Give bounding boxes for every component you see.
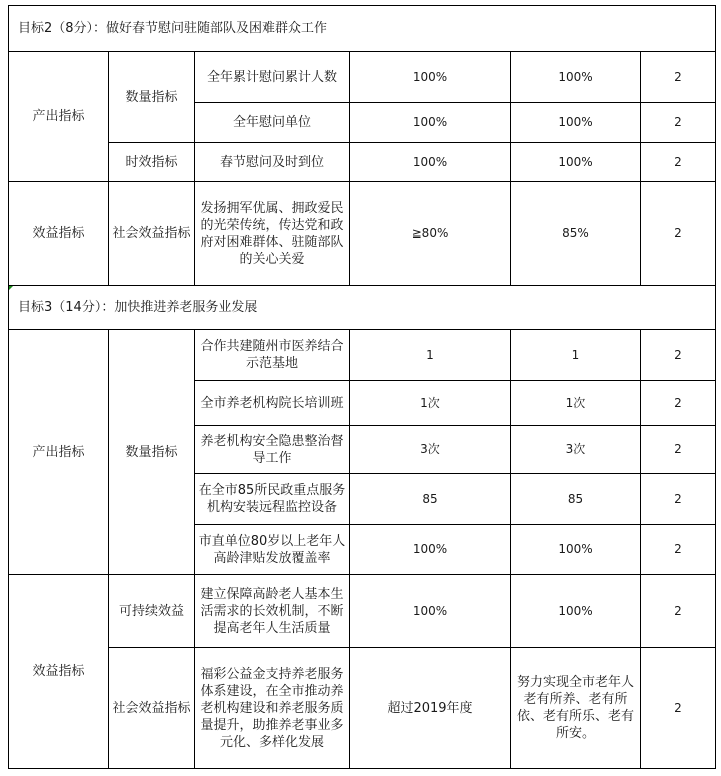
table-cell-item: 福彩公益金支持养老服务体系建设，在全市推动养老机构建设和养老服务质量提升，助推养老事业多元化、多样化发展	[195, 648, 349, 768]
table-cell-target: 85	[350, 474, 510, 524]
table-cell-item: 全年慰问单位	[195, 103, 349, 142]
table-cell-target: 1	[350, 330, 510, 380]
grid-line	[510, 329, 511, 769]
table-cell-item: 市直单位80岁以上老年人高龄津贴发放覆盖率	[195, 525, 349, 574]
table-cell-actual: 1	[511, 330, 640, 380]
grid-line	[194, 524, 716, 525]
table-cell-actual: 努力实现全市老年人老有所养、老有所依、老有所乐、老有所安。	[511, 648, 640, 768]
section-3-heading: 目标3（14分）：加快推进养老服务业发展	[9, 286, 715, 329]
grid-line	[640, 329, 641, 769]
table-cell-score: 2	[641, 525, 715, 574]
table-cell-item: 发扬拥军优属、拥政爱民的光荣传统，传达党和政府对困难群体、驻随部队的关心关爱	[195, 182, 349, 285]
table-cell-item: 在全市85所民政重点服务机构安装远程监控设备	[195, 474, 349, 524]
table-cell-target: 超过2019年度	[350, 648, 510, 768]
table-cell-score: 2	[641, 575, 715, 647]
table-cell-score: 2	[641, 426, 715, 473]
table-cell-item: 全市养老机构院长培训班	[195, 381, 349, 425]
grid-line	[8, 768, 716, 769]
grid-line	[194, 51, 195, 286]
section-2-timeliness-subcategory: 时效指标	[109, 143, 194, 181]
table-cell-actual: 85	[511, 474, 640, 524]
grid-line	[715, 5, 716, 769]
grid-line	[8, 574, 716, 575]
table-cell-target: 100%	[350, 103, 510, 142]
table-cell-item: 养老机构安全隐患整治督导工作	[195, 426, 349, 473]
table-cell-target: 100%	[350, 525, 510, 574]
table-cell-actual: 100%	[511, 525, 640, 574]
table-cell-item: 春节慰问及时到位	[195, 143, 349, 181]
section-2-output-category: 产出指标	[9, 52, 108, 181]
table-cell-score: 2	[641, 143, 715, 181]
table-cell-actual: 85%	[511, 182, 640, 285]
table-cell-score: 2	[641, 381, 715, 425]
section-3-benefit-category: 效益指标	[9, 575, 108, 768]
table-cell-actual: 100%	[511, 575, 640, 647]
grid-line	[194, 425, 716, 426]
grid-line	[8, 51, 716, 52]
table-cell-score: 2	[641, 474, 715, 524]
grid-line	[8, 285, 716, 286]
section-3-output-category: 产出指标	[9, 330, 108, 574]
table-cell-score: 2	[641, 330, 715, 380]
grid-line	[349, 329, 350, 769]
grid-line	[194, 380, 716, 381]
grid-line	[8, 5, 9, 769]
table-cell-score: 2	[641, 103, 715, 142]
grid-line	[640, 51, 641, 286]
grid-line	[108, 647, 716, 648]
table-cell-target: 100%	[350, 52, 510, 102]
section-2-quantity-subcategory: 数量指标	[109, 52, 194, 142]
section-3-quantity-subcategory: 数量指标	[109, 330, 194, 574]
section-3-social-subcategory: 社会效益指标	[109, 648, 194, 768]
cell-comment-marker	[9, 286, 13, 290]
table-cell-target: ≧80%	[350, 182, 510, 285]
grid-line	[194, 102, 716, 103]
section-2-benefit-category: 效益指标	[9, 182, 108, 285]
grid-line	[194, 473, 716, 474]
table-cell-target: 100%	[350, 143, 510, 181]
grid-line	[108, 142, 716, 143]
table-cell-item: 合作共建随州市医养结合示范基地	[195, 330, 349, 380]
table-cell-item: 全年累计慰问累计人数	[195, 52, 349, 102]
table-cell-item: 建立保障高龄老人基本生活需求的长效机制，不断提高老年人生活质量	[195, 575, 349, 647]
grid-line	[8, 329, 716, 330]
table-cell-target: 100%	[350, 575, 510, 647]
table-cell-actual: 100%	[511, 103, 640, 142]
table-cell-actual: 100%	[511, 143, 640, 181]
grid-line	[108, 329, 109, 769]
grid-line	[8, 5, 716, 6]
grid-line	[349, 51, 350, 286]
table-cell-actual: 1次	[511, 381, 640, 425]
table-cell-actual: 100%	[511, 52, 640, 102]
grid-line	[8, 181, 716, 182]
table-cell-score: 2	[641, 52, 715, 102]
section-2-heading: 目标2（8分）：做好春节慰问驻随部队及困难群众工作	[9, 6, 715, 51]
grid-line	[510, 51, 511, 286]
table-cell-target: 3次	[350, 426, 510, 473]
table-cell-target: 1次	[350, 381, 510, 425]
section-3-sustain-subcategory: 可持续效益	[109, 575, 194, 647]
grid-line	[108, 51, 109, 286]
grid-line	[194, 329, 195, 769]
table-cell-actual: 3次	[511, 426, 640, 473]
section-2-social-subcategory: 社会效益指标	[109, 182, 194, 285]
table-cell-score: 2	[641, 648, 715, 768]
table-cell-score: 2	[641, 182, 715, 285]
